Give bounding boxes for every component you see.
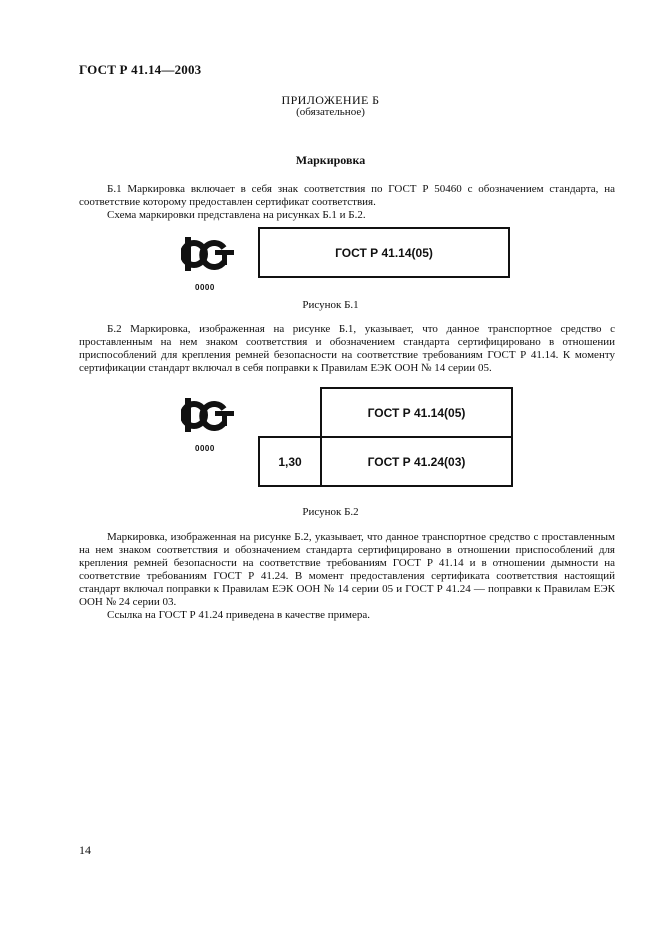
figure2-logo: [181, 395, 237, 439]
paragraph-b1: Б.1 Маркировка включает в себя знак соответствия по ГОСТ Р 50460 с обозначением стандарта, на соответствие которому предоставлен сертификат соответствия.: [79, 183, 615, 208]
paragraph-b2-explanation: Маркировка, изображенная на рисунке Б.2, указывает, что данное транспортное средство с проставленным на нем знаком соответствия и обозначением стандарта сертифицировано в отношении приспособлений для крепления ремней безопасности на соответствие требованиям ГОСТ Р 41.14 и в отношении дымности на соответствие требованиям ГОСТ Р 41.24. В момент предоставления сертификата соответствия настоящий стандарт включал поправки к Правилам ЕЭК ООН № 14 серии 05 и ГОСТ Р 41.24 — поправки к Правилам ЕЭК ООН № 24 серии 03.: [79, 531, 615, 608]
figure2-right-box: [320, 436, 513, 487]
figure2-caption: Рисунок Б.2: [302, 506, 359, 518]
paragraph-b2: Б.2 Маркировка, изображенная на рисунке Б.1, указывает, что данное транспортное средство с проставленным на нем знаком соответствия и обозначением стандарта сертифицировано в отношении приспособлений для крепления ремней безопасности на соответствие требованиям ГОСТ Р 41.14. К моменту сертификации стандарт включал в себя поправки к Правилам ЕЭК ООН № 14 серии 05.: [79, 323, 615, 374]
figure1-standard-label: ГОСТ Р 41.14(05): [335, 245, 433, 260]
section-title: Маркировка: [295, 153, 366, 167]
figure2-right-label: ГОСТ Р 41.24(03): [367, 454, 466, 469]
figure2-logo-code: 0000: [195, 444, 215, 453]
figure2-top-label: ГОСТ Р 41.14(05): [367, 405, 466, 420]
figure1-logo: [181, 234, 237, 278]
rst-logo-icon: [181, 234, 237, 278]
paragraph-reference: Ссылка на ГОСТ Р 41.24 приведена в качестве примера.: [107, 609, 370, 621]
appendix-title: ПРИЛОЖЕНИЕ Б: [281, 93, 380, 107]
page-number: 14: [79, 843, 91, 857]
figure2-left-label: 1,30: [278, 454, 302, 469]
figure2-top-box: [320, 387, 513, 438]
figure1-logo-code: 0000: [195, 283, 215, 292]
figure2-left-box: [258, 436, 322, 487]
appendix-note: (обязательное): [296, 106, 365, 118]
figure1-standard-box: [258, 227, 510, 278]
paragraph-scheme: Схема маркировки представлена на рисунках Б.1 и Б.2.: [107, 209, 366, 221]
rst-logo-icon: [181, 395, 237, 439]
running-header: ГОСТ Р 41.14—2003: [79, 62, 202, 77]
figure1-caption: Рисунок Б.1: [302, 299, 359, 311]
